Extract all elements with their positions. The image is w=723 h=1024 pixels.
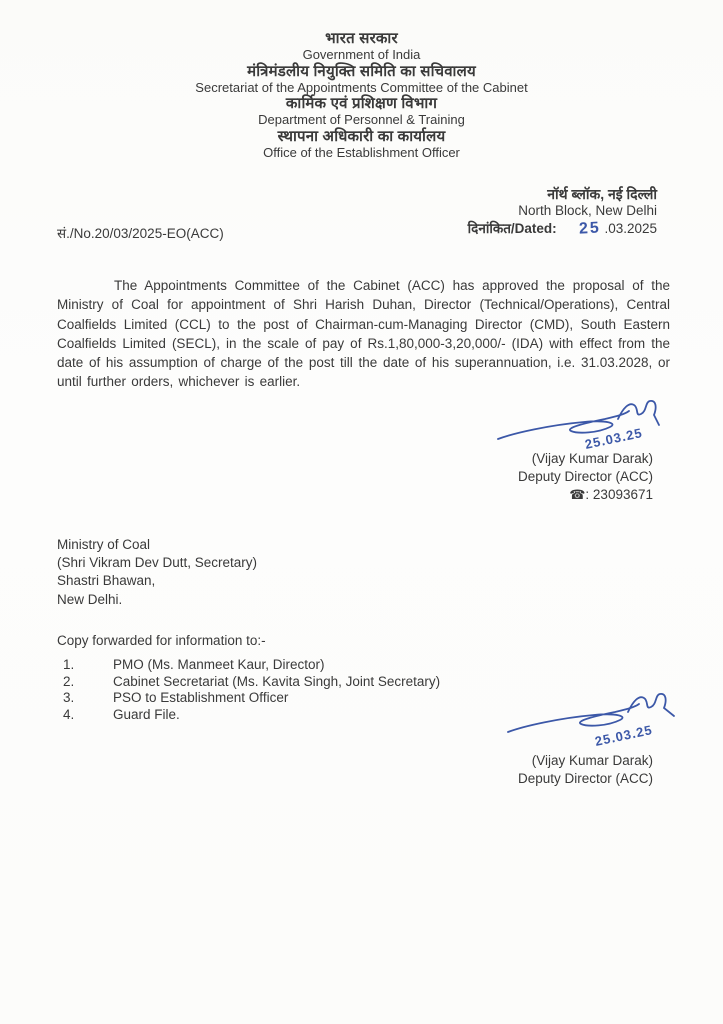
- copy-list-item: [63, 674, 440, 691]
- signature-ink-2: [504, 692, 682, 754]
- signatory-designation: Deputy Director (ACC): [517, 469, 653, 485]
- copy-list-item: [63, 690, 440, 707]
- date-line: [468, 219, 657, 239]
- letterhead-line-hindi: मंत्रिमंडलीय नियुक्ति समिति का सचिवालय: [247, 62, 476, 80]
- copy-item-number: 4.: [63, 706, 75, 722]
- addressee-line: (Shri Vikram Dev Dutt, Secretary): [57, 555, 258, 571]
- reference-number: सं./No.20/03/2025-EO(ACC): [57, 226, 224, 241]
- station-line-hindi: नॉर्थ ब्लॉक, नई दिल्ली: [547, 186, 657, 202]
- signature-date-2: 25.03.25: [593, 722, 654, 749]
- copy-forwarded-list: [63, 657, 440, 723]
- addressee-block: [57, 536, 257, 609]
- signature-ink-1: [492, 398, 670, 456]
- handwritten-date-day: 25: [578, 219, 601, 238]
- copy-item-text: PSO to Establishment Officer: [113, 690, 289, 706]
- copy-list-item: [63, 707, 440, 724]
- date-label: दिनांकित/Dated:: [467, 221, 557, 236]
- signature-2: [504, 692, 682, 754]
- body-paragraph: The Appointments Committee of the Cabinet (ACC) has approved the proposal of the Ministry of Coal for appointment of Shri Harish Duhan, Director (Technical/Operations), Central Coalfields Limited (CCL) to the post of Chairman-cum-Managing Director (CMD), South Eastern Coalfields Limited (SECL), in the scale of pay of Rs.1,80,000-3,20,000/- (IDA) with effect from the date of his assumption of charge of the post till the date of his superannuation, i.e. 31.03.2028, or until further orders, whichever is earlier.: [57, 278, 670, 390]
- letterhead-line-hindi: भारत सरकार: [325, 30, 398, 47]
- letterhead-line-hindi: स्थापना अधिकारी का कार्यालय: [277, 127, 446, 145]
- copy-item-text: Cabinet Secretariat (Ms. Kavita Singh, Joint Secretary): [113, 673, 441, 689]
- station-line-english: North Block, New Delhi: [518, 203, 657, 218]
- addressee-line: Ministry of Coal: [57, 537, 151, 552]
- letterhead-line-english: Government of India: [302, 47, 421, 62]
- signature-date-1: 25.03.25: [583, 425, 644, 452]
- signatory-block-2: [518, 752, 653, 788]
- letterhead: [0, 30, 723, 160]
- phone-line: [518, 486, 653, 504]
- copy-item-number: 3.: [63, 690, 75, 706]
- signature-1: [492, 398, 670, 456]
- copy-list-item: [63, 657, 440, 674]
- letterhead-line-hindi: कार्मिक एवं प्रशिक्षण विभाग: [285, 95, 438, 112]
- letterhead-line-english: Office of the Establishment Officer: [263, 144, 460, 160]
- station-date-block: [468, 186, 657, 239]
- letterhead-line-english: Department of Personnel & Training: [258, 112, 465, 127]
- addressee-line: New Delhi.: [57, 591, 123, 607]
- phone-number: : 23093671: [585, 487, 653, 503]
- signatory-name: (Vijay Kumar Darak): [531, 753, 653, 768]
- addressee-line: Shastri Bhawan,: [57, 573, 156, 589]
- copy-forwarded-heading: Copy forwarded for information to:-: [57, 633, 266, 648]
- printed-date: .03.2025: [604, 221, 657, 236]
- letterhead-line-english: Secretariat of the Appointments Committee of the Cabinet: [195, 79, 528, 95]
- phone-icon: ☎: [569, 487, 586, 503]
- copy-item-text: PMO (Ms. Manmeet Kaur, Director): [113, 657, 325, 672]
- copy-item-number: 2.: [63, 673, 75, 689]
- signatory-block-1: [518, 450, 653, 505]
- signatory-designation: Deputy Director (ACC): [517, 771, 653, 787]
- signatory-name: (Vijay Kumar Darak): [531, 451, 653, 466]
- copy-item-number: 1.: [63, 657, 75, 672]
- copy-item-text: Guard File.: [113, 706, 180, 722]
